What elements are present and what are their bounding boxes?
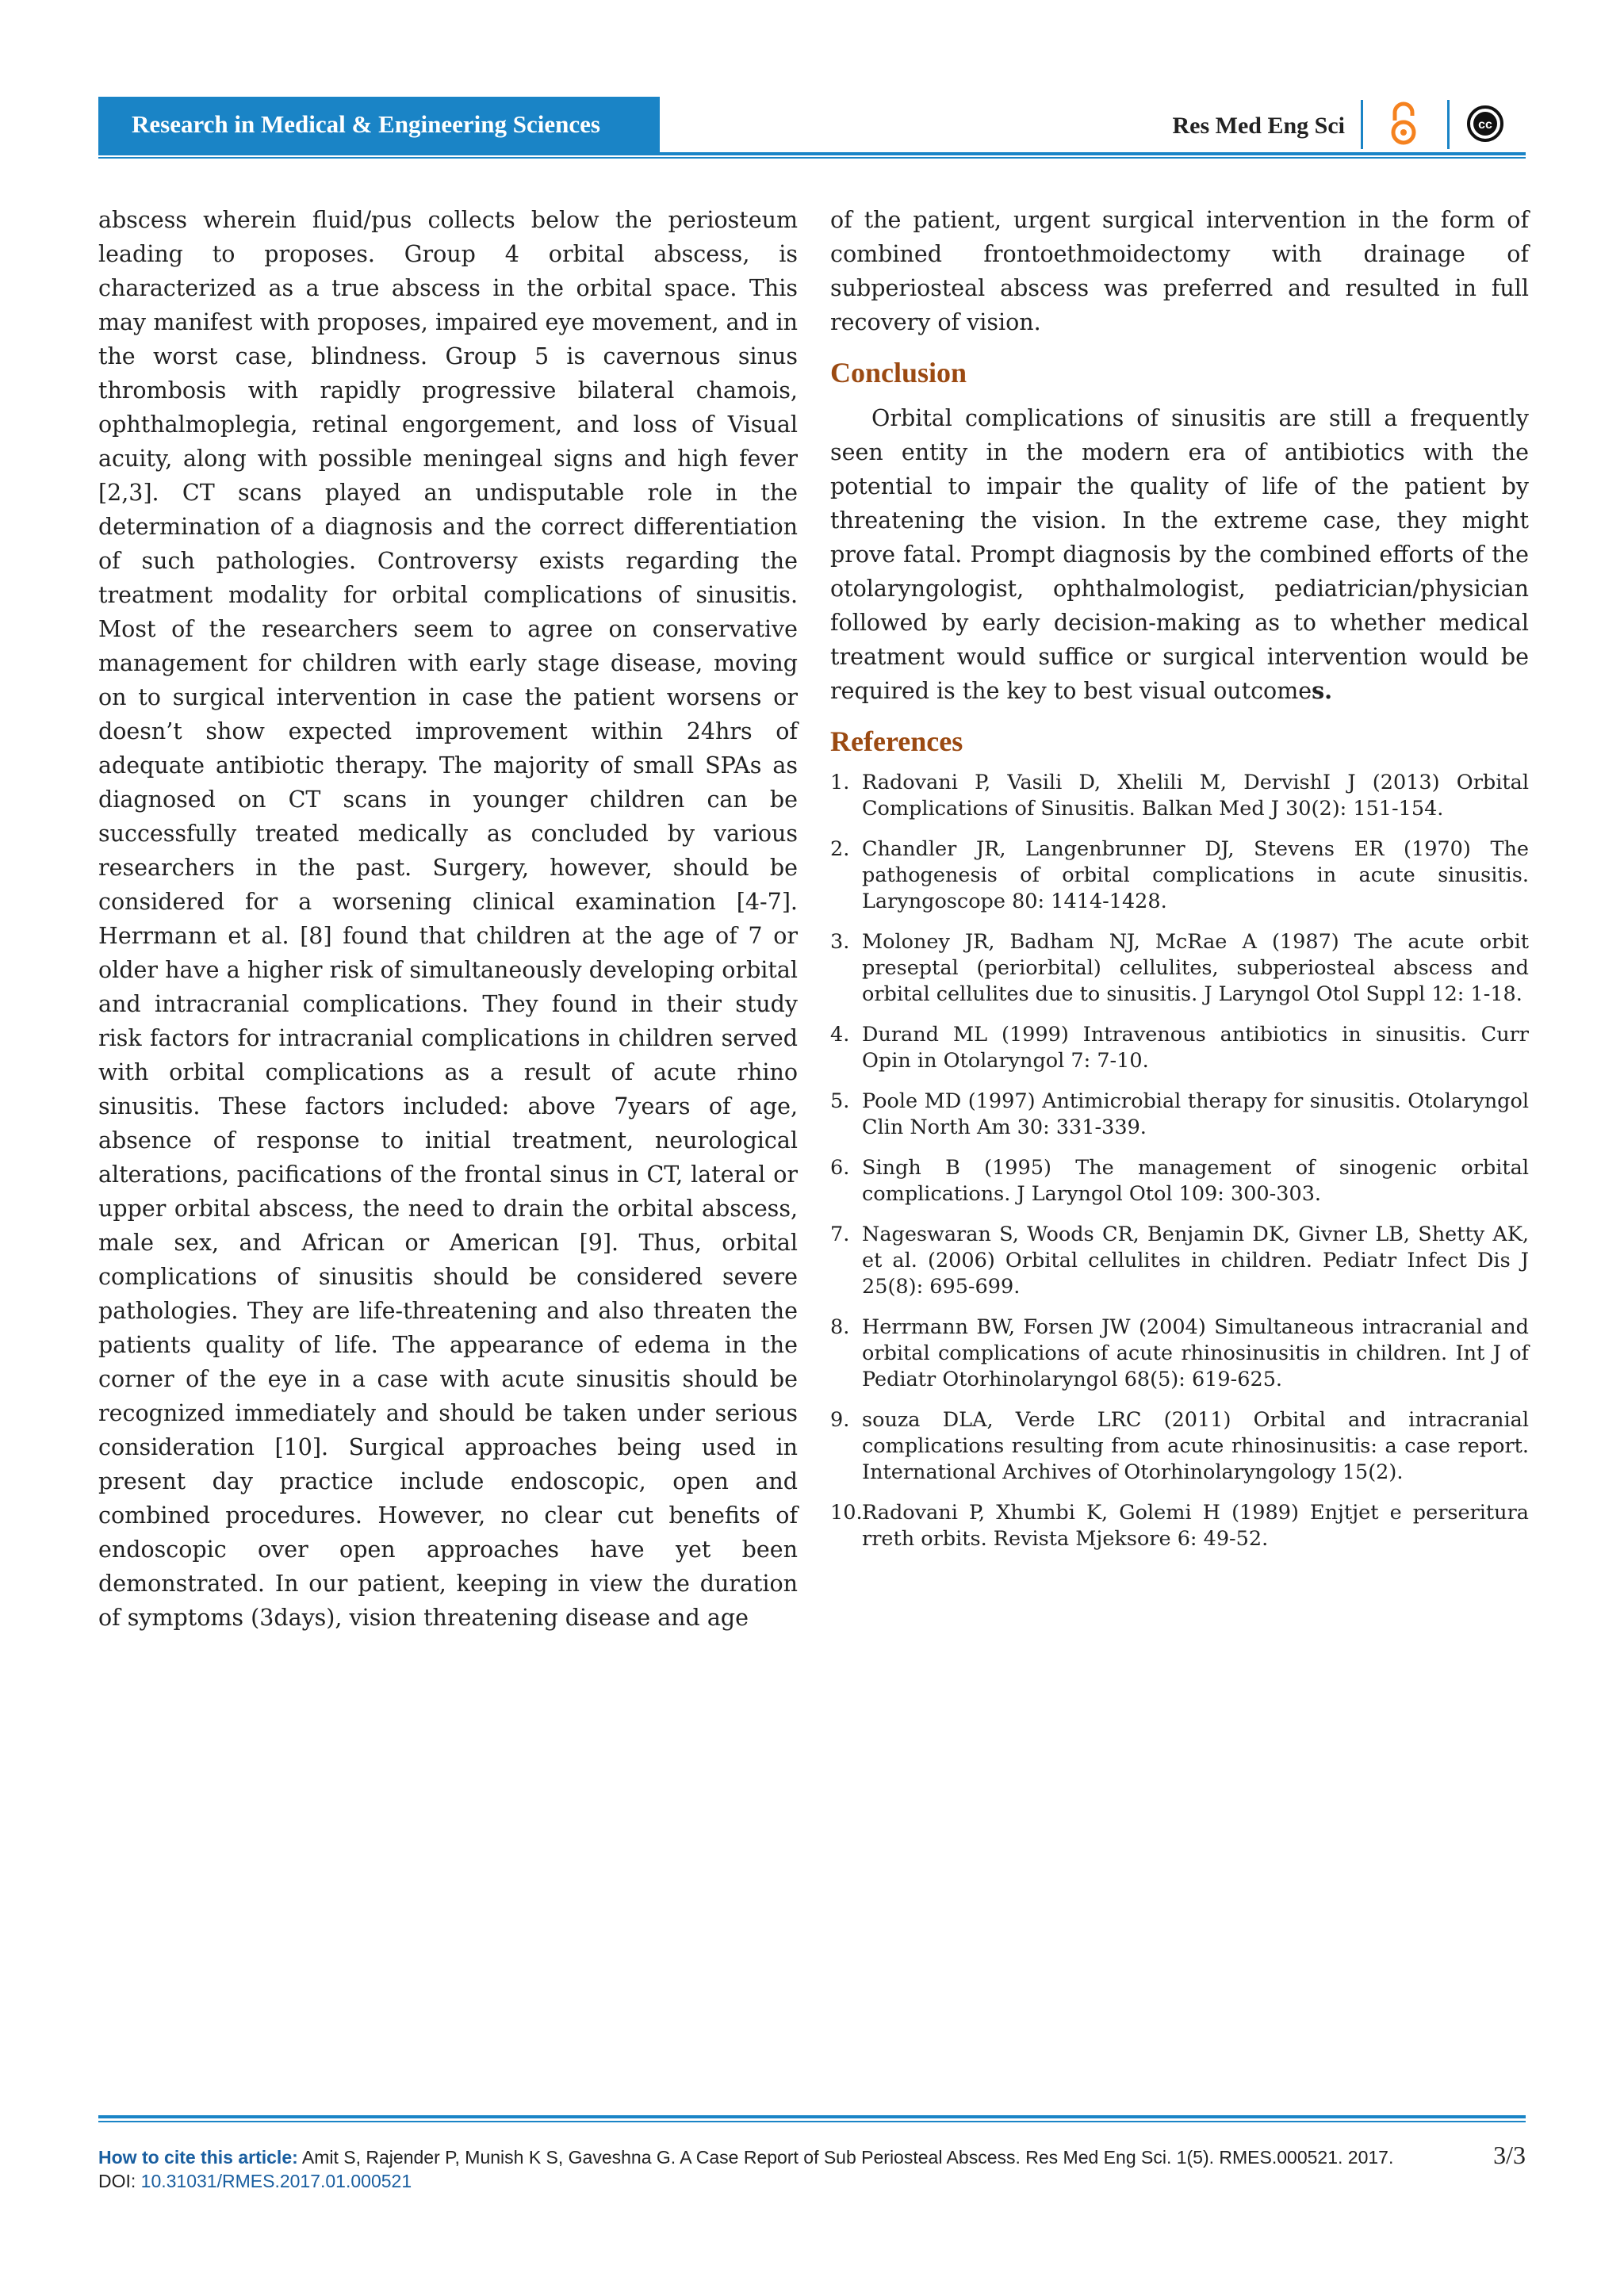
reference-item bbox=[830, 770, 1529, 822]
reference-number: 1. bbox=[830, 771, 850, 794]
reference-text: Moloney JR, Badham NJ, McRae A (1987) The acute orbit preseptal (periorbital) cellulites, subperiosteal abscess and orbital cellulites due to sinusitis. J Laryngol Otol Suppl 12: 1-18. bbox=[862, 930, 1529, 1006]
journal-title: Research in Medical & Engineering Sciences bbox=[132, 110, 600, 138]
reference-text: Nageswaran S, Woods CR, Benjamin DK, Givner LB, Shetty AK, et al. (2006) Orbital cellulites in children. Pediatr Infect Dis J 25(8): 695-699. bbox=[862, 1223, 1529, 1299]
reference-number: 10. bbox=[830, 1501, 863, 1525]
reference-number: 9. bbox=[830, 1408, 850, 1432]
reference-text: souza DLA, Verde LRC (2011) Orbital and intracranial complications resulting from acute rhinosinusitis: a case report. International Archives of Otorhinolaryngology 15(2). bbox=[862, 1408, 1529, 1484]
reference-number: 6. bbox=[830, 1156, 850, 1180]
reference-text: Singh B (1995) The management of sinogenic orbital complications. J Laryngol Otol 109: 300-303. bbox=[862, 1156, 1529, 1206]
citation-label: How to cite this article: bbox=[98, 2147, 298, 2168]
citation-block bbox=[98, 2145, 1462, 2193]
doi-line bbox=[98, 2169, 1462, 2193]
reference-number: 8. bbox=[830, 1315, 850, 1339]
header-rule bbox=[98, 152, 1526, 155]
creative-commons-icon bbox=[1467, 105, 1503, 142]
reference-item bbox=[830, 1222, 1529, 1300]
reference-text: Chandler JR, Langenbrunner DJ, Stevens ER (1970) The pathogenesis of orbital complications in acute sinusitis. Laryngoscope 80: 1414-1428. bbox=[862, 837, 1529, 913]
conclusion-heading: Conclusion bbox=[830, 357, 967, 388]
page-number: 3/3 bbox=[1493, 2141, 1526, 2169]
conclusion-text: Orbital complications of sinusitis are still a frequently seen entity in the modern era of antibiotics with the potential to impair the quality of life of the patient by threatening the vision. In the extreme case, they might prove fatal. Prompt diagnosis by the combined efforts of the otolaryngologist, ophthalmologist, pediatrician/physician followed by early decision-making as to whether medical treatment would suffice or surgical intervention would be required is the key to best visual outcome bbox=[830, 405, 1529, 704]
body-paragraph: abscess wherein fluid/pus collects below the periosteum leading to proposes. Group 4 orbital abscess, is characterized as a true abscess in the orbital space. This may manifest with proposes, impaired eye movement, and in the worst case, blindness. Group 5 is cavernous sinus thrombosis with rapidly progressive bilateral chamois, ophthalmoplegia, retinal engorgement, and loss of Visual acuity, along with possible meningeal signs and high fever [2,3]. CT scans played an undisputable role in the determination of a diagnosis and the correct differentiation of such pathologies. Controversy exists regarding the treatment modality for orbital complications of sinusitis. Most of the researchers seem to agree on conservative management for children with early stage disease, moving on to surgical intervention in case the patient worsens or doesn’t show expected improvement within 24hrs of adequate antibiotic therapy. The majority of small SPAs as diagnosed on CT scans in younger children can be successfully treated medically as concluded by various researchers in the past. Surgery, however, should be considered for a worsening clinical examination [4-7]. Herrmann et al. [8] found that children at the age of 7 or older have a higher risk of simultaneously developing orbital and intracranial complications. They found in their study risk factors for intracranial complications in children served with orbital complications as a result of acute rhino sinusitis. These factors included: above 7years of age, absence of response to initial treatment, neurological alterations, pacifications of the frontal sinus in CT, lateral or upper orbital abscess, the need to drain the orbital abscess, male sex, and African or American [9]. Thus, orbital complications of sinusitis should be considered severe pathologies. They are life-threatening and also threaten the patients quality of life. The appearance of edema in the corner of the eye in a case with acute sinusitis should be recognized immediately and should be taken under serious consideration [10]. Surgical approaches being used in present day practice include endoscopic, open and combined procedures. However, no clear cut benefits of endoscopic over open approaches have yet been demonstrated. In our patient, keeping in view the duration of symptoms (3days), vision threatening disease and age bbox=[98, 207, 798, 1631]
reference-item bbox=[830, 1407, 1529, 1486]
left-column bbox=[98, 203, 798, 1635]
doi-label: DOI: bbox=[98, 2171, 141, 2191]
reference-text: Radovani P, Vasili D, Xhelili M, DervishI J (2013) Orbital Complications of Sinusitis. Balkan Med J 30(2): 151-154. bbox=[862, 771, 1529, 821]
conclusion-bold-end: s. bbox=[1312, 677, 1333, 704]
reference-text: Radovani P, Xhumbi K, Golemi H (1989) Enjtjet e perseritura rreth orbits. Revista Mjeksore 6: 49-52. bbox=[862, 1501, 1529, 1551]
reference-item bbox=[830, 1314, 1529, 1393]
journal-abbreviation: Res Med Eng Sci bbox=[1172, 113, 1345, 139]
reference-number: 7. bbox=[830, 1223, 850, 1246]
citation-text: Amit S, Rajender P, Munish K S, Gaveshna G. A Case Report of Sub Periosteal Abscess. Res Med Eng Sci. 1(5). RMES.000521. 2017. bbox=[297, 2147, 1394, 2168]
reference-text: Poole MD (1997) Antimicrobial therapy for sinusitis. Otolaryngol Clin North Am 30: 331-339. bbox=[862, 1089, 1529, 1139]
reference-number: 5. bbox=[830, 1089, 850, 1113]
body-paragraph-continuation: of the patient, urgent surgical intervention in the form of combined frontoethmoidectomy with drainage of subperiosteal abscess was preferred and resulted in full recovery of vision. bbox=[830, 207, 1529, 335]
reference-item bbox=[830, 1022, 1529, 1074]
journal-title-band bbox=[98, 97, 660, 152]
citation-line bbox=[98, 2145, 1462, 2169]
reference-text: Durand ML (1999) Intravenous antibiotics in sinusitis. Curr Opin in Otolaryngol 7: 7-10. bbox=[862, 1023, 1529, 1073]
header-divider bbox=[1361, 100, 1363, 149]
reference-number: 3. bbox=[830, 930, 850, 954]
footer-rule bbox=[98, 2115, 1526, 2118]
footer-rule-thin bbox=[98, 2121, 1526, 2122]
reference-number: 4. bbox=[830, 1023, 850, 1047]
conclusion-paragraph bbox=[830, 401, 1529, 708]
reference-item bbox=[830, 836, 1529, 915]
svg-text:cc: cc bbox=[1478, 118, 1492, 132]
header-divider bbox=[1447, 100, 1450, 149]
header-rule-thin bbox=[98, 157, 1526, 159]
reference-text: Herrmann BW, Forsen JW (2004) Simultaneous intracranial and orbital complications of acute rhinosinusitis in children. Int J of Pediatr Otorhinolaryngol 68(5): 619-625. bbox=[862, 1315, 1529, 1391]
doi-link[interactable]: 10.31031/RMES.2017.01.000521 bbox=[140, 2171, 412, 2191]
reference-item bbox=[830, 1089, 1529, 1141]
reference-number: 2. bbox=[830, 837, 850, 861]
references-list bbox=[830, 770, 1529, 1552]
open-access-icon bbox=[1388, 100, 1419, 149]
right-column bbox=[830, 203, 1529, 1567]
reference-item bbox=[830, 929, 1529, 1008]
references-heading: References bbox=[830, 725, 963, 757]
reference-item bbox=[830, 1155, 1529, 1207]
reference-item bbox=[830, 1500, 1529, 1552]
